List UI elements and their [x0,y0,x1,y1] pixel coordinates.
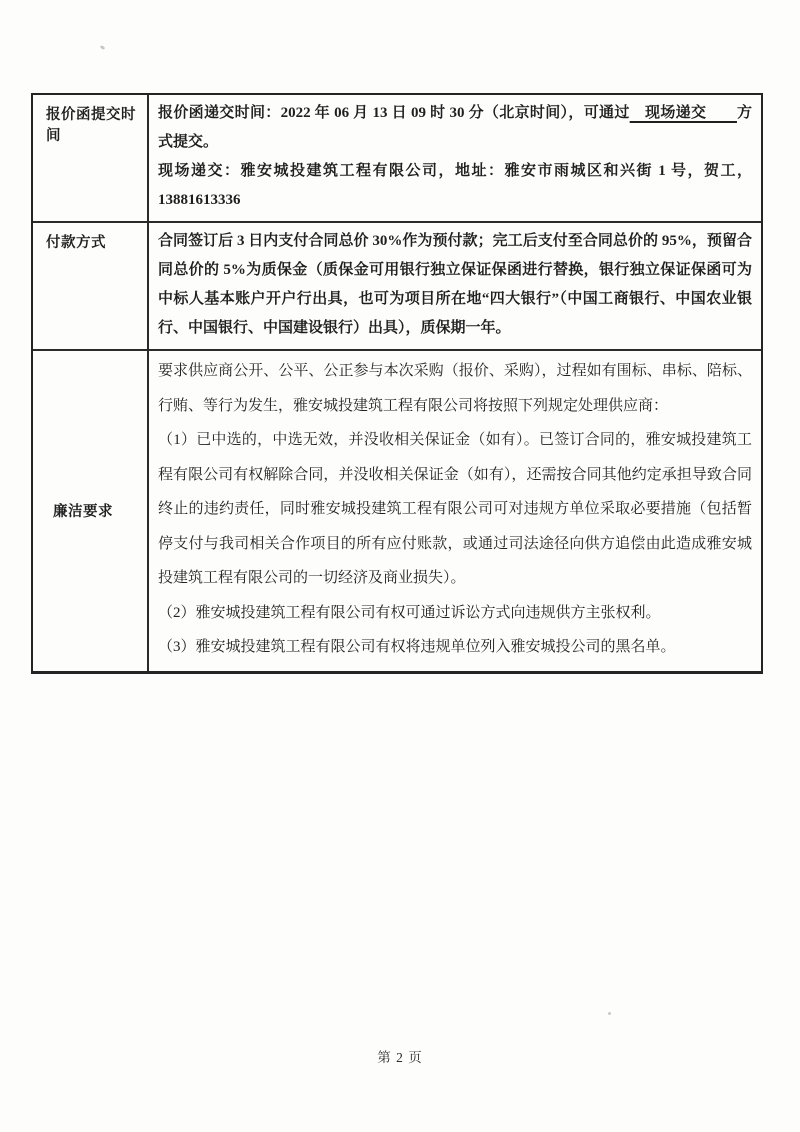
onsite-delivery-address: 现场递交：雅安城投建筑工程有限公司，地址：雅安市雨城区和兴街 1 号，贺工，13881613336 [158,163,752,208]
procurement-terms-table [31,93,763,674]
terms-paragraph: （3）雅安城投建筑工程有限公司有权将违规单位列入雅安城投公司的黑名单。 [158,639,676,655]
submission-suffix-text: 方式提交。 [158,105,752,150]
integrity-requirements-content [149,351,761,671]
row-label-submission-time: 报价函提交时间 [33,95,149,221]
delivery-method-underlined: 现场递交 [629,105,737,121]
page-number: 第 2 页 [377,1050,423,1065]
payment-terms-text: 合同签订后 3 日内支付合同总价 30%作为预付款；完工后支付至合同总价的 95%，预留合同总价的 5%为质保金（质保金可用银行独立保证保函进行替换，银行独立保证保函可为中标人基本账户开户行出具，也可为项目所在地“四大银行”（中国工商银行、中国农业银行、中国银行、中国建设银行）出具），质保期一年。 [158,233,752,336]
terms-paragraph: （2）雅安城投建筑工程有限公司有权可通过诉讼方式向违规供方主张权利。 [158,604,661,621]
submission-time-content [149,95,761,221]
row-label-payment-method: 付款方式 [33,223,149,349]
table-row-integrity-requirements [33,349,761,671]
table-row-submission-time [33,95,761,221]
submission-time-line-1 [158,99,752,157]
terms-paragraph: （1）已中选的，中选无效，并没收相关保证金（如有）。已签订合同的，雅安城投建筑工程有限公司有权解除合同，并没收相关保证金（如有），还需按合同其他约定承担导致合同终止的违约责任，同时雅安城投建筑工程有限公司可对违规方单位采取必要措施（包括暂停支付与我司相关合作项目的所有应付账款，或通过司法途径向供方追偿由此造成雅安城投建筑工程有限公司的一切经济及商业损失）。 [158,432,752,586]
submission-time-text: 报价函递交时间：2022 年 06 月 13 日 09 时 30 分（北京时间），可通过 [158,105,630,121]
terms-paragraph: 要求供应商公开、公平、公正参与本次采购（报价、采购），过程如有围标、串标、陪标、行贿、等行为发生，雅安城投建筑工程有限公司将按照下列规定处理供应商： [158,363,752,414]
row-label-integrity-requirements: 廉洁要求 [33,351,149,671]
scan-speck [100,45,106,50]
table-row-payment-method [33,221,761,349]
payment-method-content [149,223,761,349]
scan-speck [608,1012,611,1015]
